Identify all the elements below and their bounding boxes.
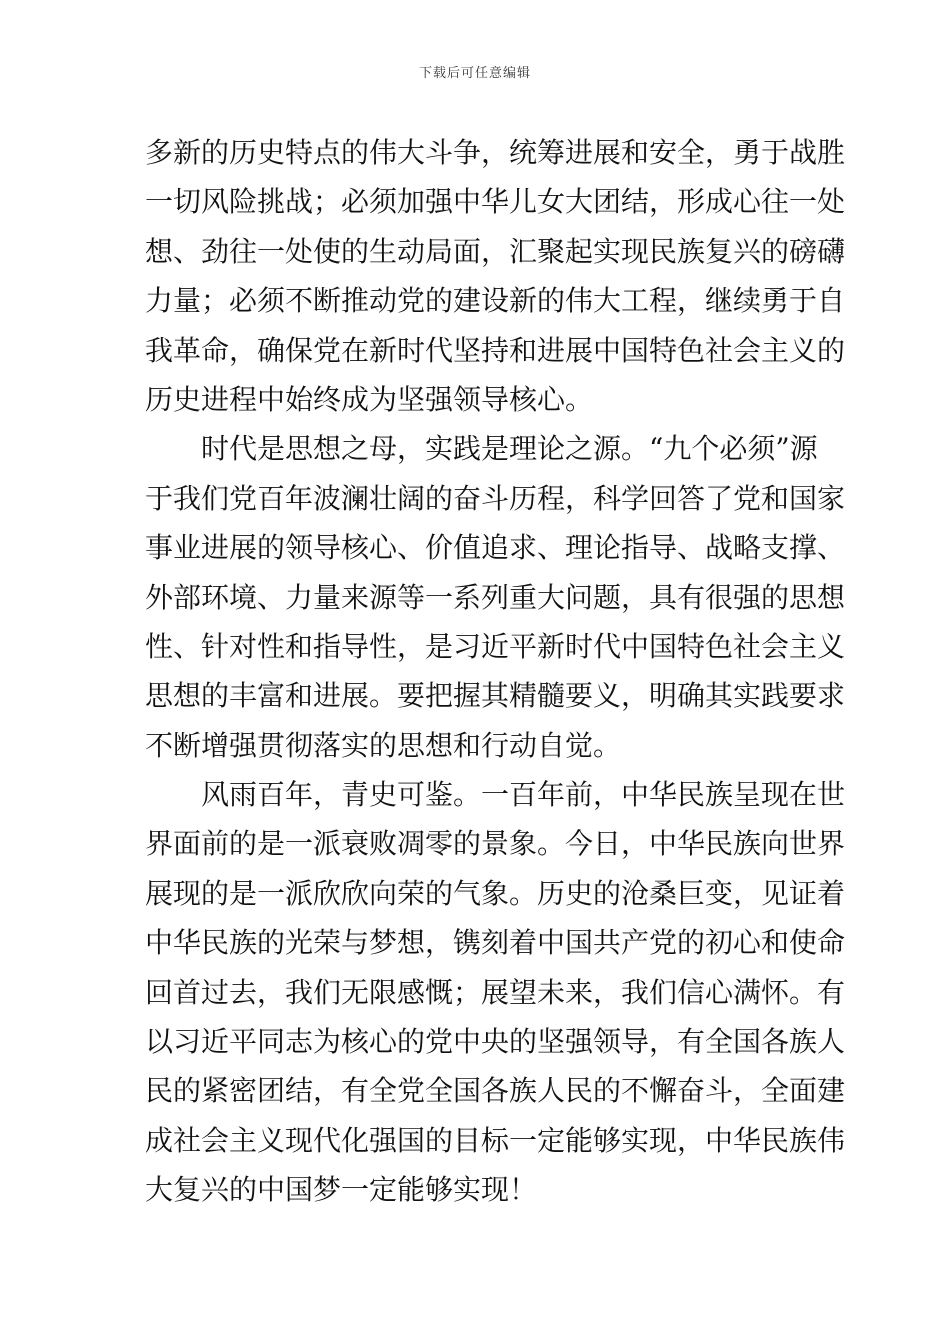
body-text bbox=[145, 128, 846, 1215]
text-line: 以习近平同志为核心的党中央的坚强领导，有全国各族人 bbox=[145, 1025, 846, 1059]
text-line: 界面前的是一派衰败凋零的景象。今日，中华民族向世界 bbox=[145, 827, 846, 861]
text-line: 思想的丰富和进展。要把握其精髓要义，明确其实践要求 bbox=[145, 679, 846, 713]
text-line: 事业进展的领导核心、价值追求、理论指导、战略支撑、 bbox=[145, 531, 846, 565]
text-line: 中华民族的光荣与梦想，镌刻着中国共产党的初心和使命 bbox=[145, 926, 846, 960]
text-line: 展现的是一派欣欣向荣的气象。历史的沧桑巨变，见证着 bbox=[145, 876, 846, 910]
text-line: 想、劲往一处使的生动局面，汇聚起实现民族复兴的磅礴 bbox=[145, 234, 846, 268]
paragraph bbox=[145, 424, 846, 770]
text-line: 外部环境、力量来源等一系列重大问题，具有很强的思想 bbox=[145, 580, 846, 614]
text-line: 成社会主义现代化强国的目标一定能够实现，中华民族伟 bbox=[145, 1123, 846, 1157]
text-line: 历史进程中始终成为坚强领导核心。 bbox=[145, 382, 594, 416]
paragraph bbox=[145, 128, 846, 424]
text-line: 多新的历史特点的伟大斗争，统筹进展和安全，勇于战胜 bbox=[145, 136, 846, 169]
text-line: 民的紧密团结，有全党全国各族人民的不懈奋斗，全面建 bbox=[145, 1074, 846, 1108]
text-line: 一切风险挑战；必须加强中华儿女大团结，形成心往一处 bbox=[145, 185, 846, 219]
paragraph bbox=[145, 770, 846, 1215]
text-line: 风雨百年，青史可鉴。一百年前，中华民族呈现在世 bbox=[201, 778, 846, 812]
text-line: 性、针对性和指导性，是习近平新时代中国特色社会主义 bbox=[145, 629, 846, 663]
header-note: 下载后可任意编辑 bbox=[418, 66, 531, 81]
text-line: 我革命，确保党在新时代坚持和进展中国特色社会主义的 bbox=[145, 333, 846, 367]
text-line: 力量；必须不断推动党的建设新的伟大工程，继续勇于自 bbox=[145, 284, 846, 318]
text-line: 于我们党百年波澜壮阔的奋斗历程，科学回答了党和国家 bbox=[145, 481, 846, 515]
text-line: 大复兴的中国梦一定能够实现！ bbox=[145, 1173, 538, 1207]
text-line: 时代是思想之母，实践是理论之源。“九个必须”源 bbox=[201, 432, 818, 466]
text-line: 回首过去，我们无限感慨；展望未来，我们信心满怀。有 bbox=[145, 975, 846, 1009]
text-line: 不断增强贯彻落实的思想和行动自觉。 bbox=[145, 728, 622, 762]
